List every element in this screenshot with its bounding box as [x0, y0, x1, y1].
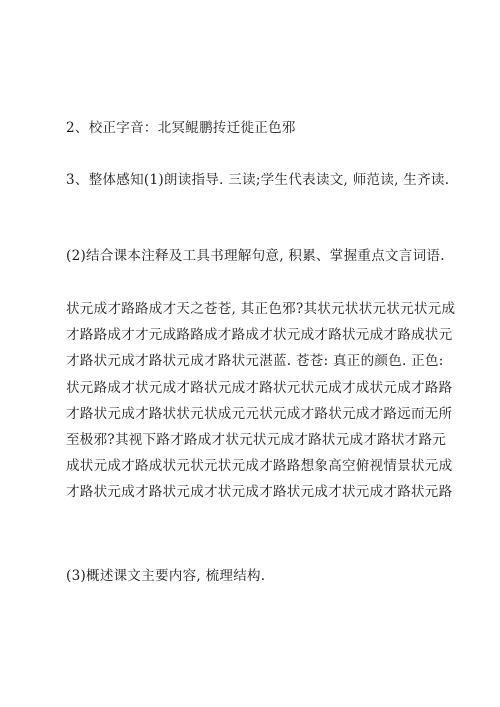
paragraph-annotation-text: 状元成才路路成才天之苍苍, 其正色邪?其状元状状元状元状元成才路路成才才元成路路成才路成才状元成才路状元成才路成状元才路状元成才路状元成才路状元湛蓝. 苍苍: 真正的颜色. 正色: 状元路成才状元成才路状元成才路状元状元成才成状元成才路路才路状元成才路状状元状成元元状元成才路状元成才路远而无所至极邪?其视下路才路成才状元状元成才路状元成才路状才路元成状元成才路成状元状元状元成才路路想象高空俯视情景状元成才路状元成才路状元成才状元成才路状元成才状元成才路状元路: [66, 301, 456, 501]
paragraph-vocabulary: (2)结合课本注释及工具书理解句意, 积累、掌握重点文言词语.: [66, 248, 445, 264]
paragraph-summary: (3)概述课文主要内容, 梳理结构.: [66, 568, 266, 584]
paragraph-reading-guidance: 3、整体感知(1)朗读指导. 三读;学生代表读文, 师范读, 生齐读.: [66, 172, 450, 188]
paragraph-pronunciation: 2、校正字音：北冥鲲鹏抟迁徙正色邪: [66, 120, 296, 136]
